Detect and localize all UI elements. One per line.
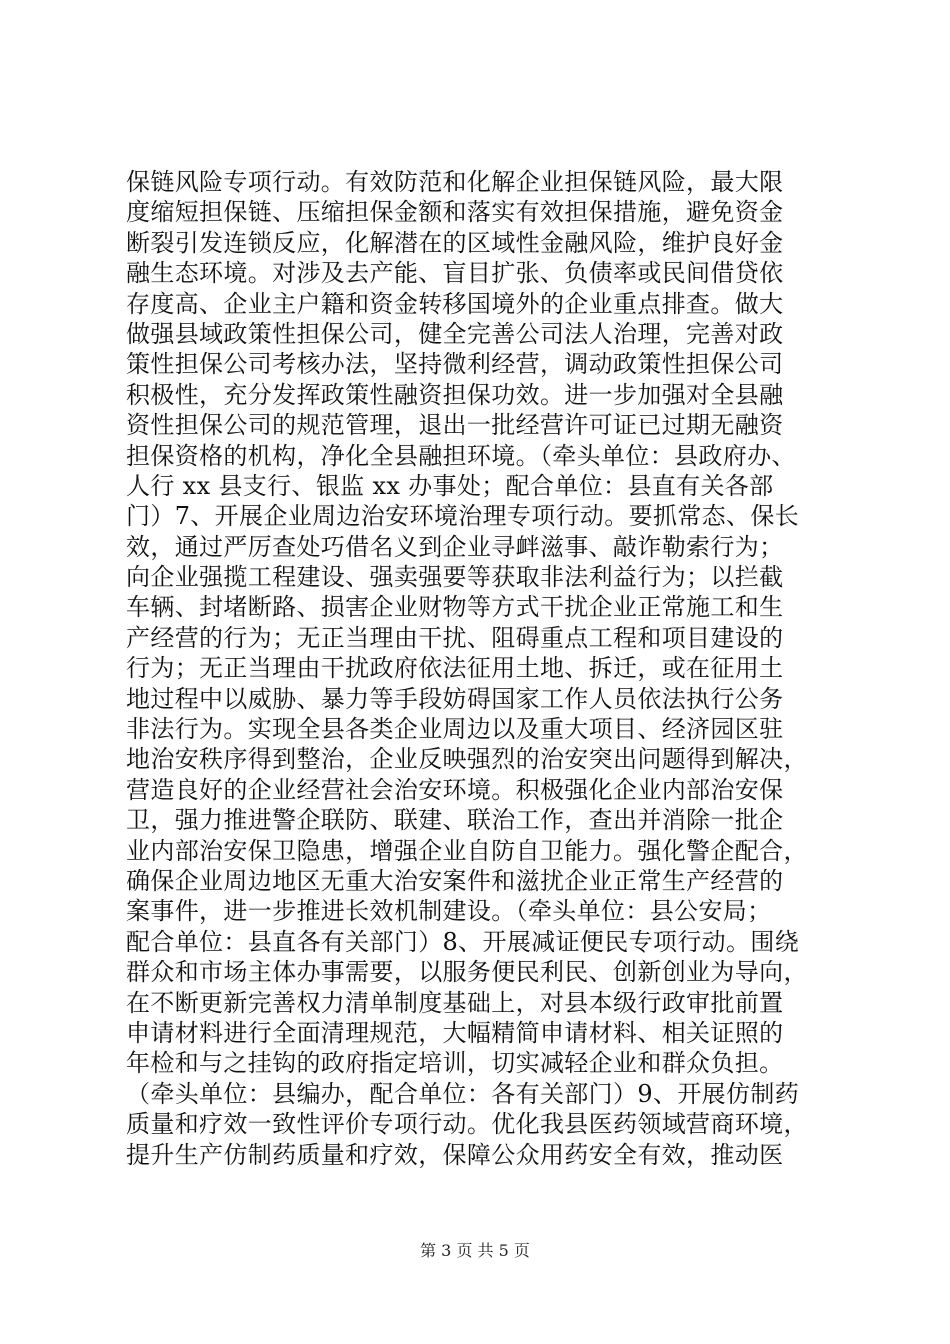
text-line: 申请材料进行全面清理规范，大幅精简申请材料、相关证照的 bbox=[126, 1018, 784, 1047]
text-line: 案事件，进一步推进长效机制建设。（牵头单位：县公安局； bbox=[126, 897, 772, 926]
body-text bbox=[126, 167, 842, 1170]
text-line: 年检和与之挂钩的政府指定培训，切实减轻企业和群众负担。 bbox=[126, 1049, 784, 1078]
text-line: 人行 xx 县支行、银监 xx 办事处；配合单位：县直有关各部 bbox=[126, 471, 774, 500]
text-line: 融生态环境。对涉及去产能、盲目扩张、负债率或民间借贷依 bbox=[126, 259, 784, 288]
text-line: 确保企业周边地区无重大治安案件和滋扰企业正常生产经营的 bbox=[126, 866, 784, 895]
text-line: 地过程中以威胁、暴力等手段妨碍国家工作人员依法执行公务 bbox=[126, 684, 784, 713]
text-line: 断裂引发连锁反应，化解潜在的区域性金融风险，维护良好金 bbox=[126, 228, 784, 257]
text-line: 策性担保公司考核办法，坚持微利经营，调动政策性担保公司 bbox=[126, 350, 784, 379]
text-line: 卫，强力推进警企联防、联建、联治工作，查出并消除一批企 bbox=[126, 806, 784, 835]
text-line: 做强县域政策性担保公司，健全完善公司法人治理，完善对政 bbox=[126, 319, 784, 348]
text-line: 营造良好的企业经营社会治安环境。积极强化企业内部治安保 bbox=[126, 775, 784, 804]
text-line: 提升生产仿制药质量和疗效，保障公众用药安全有效，推动医 bbox=[126, 1140, 784, 1169]
text-line: 度缩短担保链、压缩担保金额和落实有效担保措施，避免资金 bbox=[126, 198, 784, 227]
text-line: 门）7、开展企业周边治安环境治理专项行动。要抓常态、保长 bbox=[126, 502, 800, 531]
text-line: 行为；无正当理由干扰政府依法征用土地、拆迁，或在征用土 bbox=[126, 654, 784, 683]
text-line: 非法行为。实现全县各类企业周边以及重大项目、经济园区驻 bbox=[126, 715, 784, 744]
text-line: 群众和市场主体办事需要，以服务便民利民、创新创业为导向， bbox=[126, 958, 808, 987]
text-line: 车辆、封堵断路、损害企业财物等方式干扰企业正常施工和生 bbox=[126, 593, 784, 622]
text-line: 质量和疗效一致性评价专项行动。优化我县医药领域营商环境， bbox=[126, 1110, 808, 1139]
text-line: 积极性，充分发挥政策性融资担保功效。进一步加强对全县融 bbox=[126, 380, 784, 409]
text-line: 保链风险专项行动。有效防范和化解企业担保链风险，最大限 bbox=[126, 168, 784, 196]
text-line: 效，通过严厉查处巧借名义到企业寻衅滋事、敲诈勒索行为； bbox=[126, 532, 784, 561]
text-line: 地治安秩序得到整治，企业反映强烈的治安突出问题得到解决， bbox=[126, 745, 808, 774]
text-line: 产经营的行为；无正当理由干扰、阻碍重点工程和项目建设的 bbox=[126, 623, 784, 652]
text-line: 存度高、企业主户籍和资金转移国境外的企业重点排查。做大 bbox=[126, 289, 784, 318]
text-line: 资性担保公司的规范管理，退出一批经营许可证已过期无融资 bbox=[126, 411, 784, 440]
text-line: 向企业强揽工程建设、强卖强要等获取非法利益行为；以拦截 bbox=[126, 563, 784, 592]
text-line: 业内部治安保卫隐患，增强企业自防自卫能力。强化警企配合， bbox=[126, 836, 808, 865]
text-line: 配合单位：县直各有关部门）8、开展减证便民专项行动。围绕 bbox=[126, 927, 800, 956]
text-line: （牵头单位：县编办，配合单位：各有关部门）9、开展仿制药 bbox=[126, 1079, 800, 1108]
page-footer: 第 3 页 共 5 页 bbox=[420, 1241, 530, 1260]
text-line: 担保资格的机构，净化全县融担环境。（牵头单位：县政府办、 bbox=[126, 441, 796, 470]
text-line: 在不断更新完善权力清单制度基础上，对县本级行政审批前置 bbox=[126, 988, 784, 1017]
